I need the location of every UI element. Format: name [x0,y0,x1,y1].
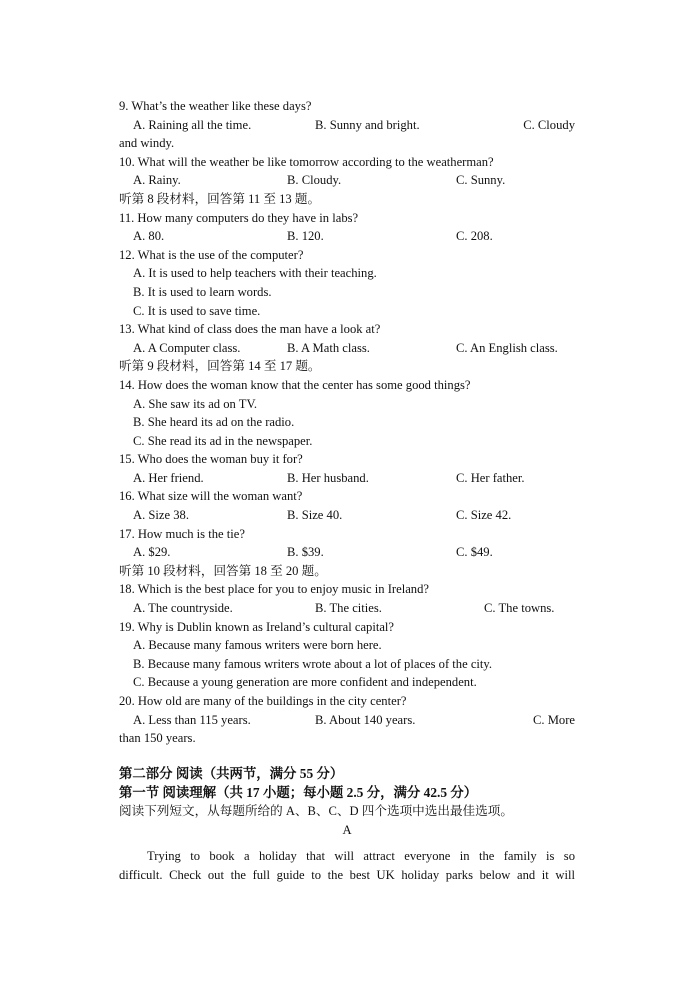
option-c: C. An English class. [456,340,558,355]
option-c: C. Cloudy [523,117,575,132]
option-text: C. She read its ad in the newspaper. [133,433,313,448]
question-text: 10. What will the weather be like tomorrow according to the weatherman? [119,154,494,169]
part-title: 第二部分 阅读（共两节，满分 55 分） [119,766,344,781]
question-text: 听第 10 段材料，回答第 18 至 20 题。 [119,563,327,578]
option-row [119,469,575,488]
option-text: A. She saw its ad on TV. [133,396,258,411]
option-row [119,711,575,730]
option-b: B. 120. [287,229,324,244]
passage-label: A [342,822,352,837]
option-b: B. Sunny and bright. [315,117,420,132]
option-text: B. It is used to learn words. [133,284,272,299]
passage-line: Trying to book a holiday that will attract everyone in the family is so [147,849,575,864]
question-text: 13. What kind of class does the man have a look at? [119,322,381,337]
option-b: B. A Math class. [287,340,370,355]
option-row [119,599,575,618]
option-a: A. $29. [133,545,171,560]
option-c: C. $49. [456,545,493,560]
section-subtitle: 第一节 阅读理解（共 17 小题；每小题 2.5 分，满分 42.5 分） [119,784,478,800]
option-a: A. 80. [133,229,165,244]
question-text: 9. What’s the weather like these days? [119,99,312,113]
option-a: A. Raining all the time. [133,117,252,132]
option-text: A. It is used to help teachers with their teaching. [133,266,377,281]
option-a: A. Rainy. [133,173,181,188]
question-text: 15. Who does the woman buy it for? [119,452,303,467]
option-row [119,506,575,525]
question-text: 19. Why is Dublin known as Ireland’s cultural capital? [119,619,395,634]
option-row [119,543,575,562]
option-b: B. About 140 years. [315,712,416,727]
question-text: 听第 9 段材料，回答第 14 至 17 题。 [119,359,321,374]
option-c: C. Sunny. [456,173,506,188]
option-row [119,339,575,358]
question-text: 14. How does the woman know that the center has some good things? [119,377,471,392]
option-a: A. Her friend. [133,470,204,485]
reading-section [119,765,575,885]
option-text: B. She heard its ad on the radio. [133,415,295,430]
option-a: A. A Computer class. [133,340,241,355]
option-b: B. Cloudy. [287,173,342,188]
option-c: C. Her father. [456,470,525,485]
option-b: B. Her husband. [287,470,369,485]
option-a: A. The countryside. [133,601,233,616]
passage-line: difficult. Check out the full guide to the best UK holiday parks below and it will [119,867,575,882]
option-b: B. Size 40. [287,508,343,523]
option-c: C. The towns. [484,601,555,616]
option-a: A. Size 38. [133,508,189,523]
option-c: C. Size 42. [456,508,512,523]
option-c: C. More [533,712,575,727]
question-text: 16. What size will the woman want? [119,489,303,504]
listening-section [119,97,575,748]
question-text: 12. What is the use of the computer? [119,247,304,262]
question-text: 17. How much is the tie? [119,526,245,541]
option-row [119,116,575,135]
option-text: B. Because many famous writers wrote about a lot of places of the city. [133,656,493,671]
instruction-text: 阅读下列短文，从每题所给的 A、B、C、D 四个选项中选出最佳选项。 [119,804,513,819]
option-c: C. 208. [456,229,493,244]
option-continuation: than 150 years. [119,731,196,746]
option-text: C. It is used to save time. [133,303,261,318]
option-text: A. Because many famous writers were born here. [133,638,382,653]
question-text: 18. Which is the best place for you to enjoy music in Ireland? [119,582,429,597]
question-text: 听第 8 段材料，回答第 11 至 13 题。 [119,191,321,206]
question-text: 20. How old are many of the buildings in the city center? [119,694,407,708]
option-a: A. Less than 115 years. [133,712,251,727]
option-row [119,171,575,190]
option-text: C. Because a young generation are more confident and independent. [133,675,477,690]
option-b: B. The cities. [315,601,382,616]
option-continuation: and windy. [119,136,175,151]
question-text: 11. How many computers do they have in labs? [119,210,359,225]
option-b: B. $39. [287,545,324,560]
option-row [119,227,575,246]
